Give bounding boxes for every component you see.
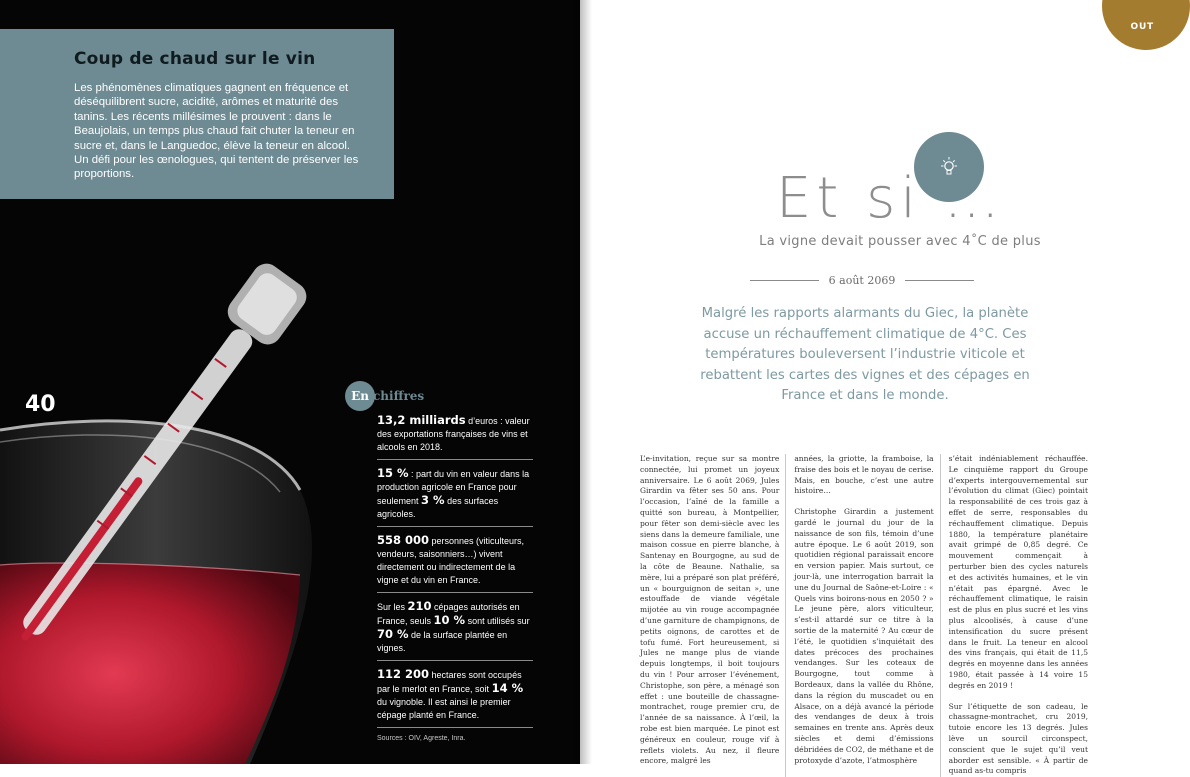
figure-text: de la surface plantée en vignes. <box>377 630 508 653</box>
figures-list <box>377 414 533 742</box>
wine-glass-thermometer-image <box>0 230 400 764</box>
figure-highlight: 3 % <box>421 493 445 507</box>
lead-paragraph: Malgré les rapports alarmants du Giec, la planète accuse un réchauffement climatique de 4°C. Ces températures bouleversent l’industrie viticole et rebattent les cartes des vignes et des cépages en France et dans le monde. <box>700 306 1030 403</box>
article-body <box>640 454 1088 777</box>
figure-item <box>377 414 533 460</box>
sources-note: Sources : OIV, Agreste, Inra. <box>377 735 466 742</box>
figure-highlight: 558 000 <box>377 533 430 547</box>
dateline <box>750 274 974 287</box>
figure-highlight: 10 % <box>433 613 466 627</box>
left-page <box>0 0 580 764</box>
figures-title-circle: En <box>345 381 375 411</box>
figure-highlight: 210 <box>407 599 432 613</box>
intro-paragraph: Les phénomènes climatiques gagnent en fréquence et déséquilibrent sucre, acidité, arômes et maturité des tanins. Les récents millésimes le prouvent : dans le Beaujolais, un temps plus chaud fait chuter la teneur en sucre et, dans le Languedoc, élève la teneur en alcool. Un défi pour les œnologues, qui tentent de préserver les proportions. <box>74 82 359 181</box>
figure-item <box>377 600 533 661</box>
figure-item <box>377 467 533 527</box>
figure-text: cépages autorisés en France, seuls <box>377 602 520 626</box>
figure-highlight: 70 % <box>377 627 409 641</box>
figure-highlight: 15 % <box>377 466 409 480</box>
article-paragraph: L’e-invitation, reçue sur sa montre connectée, lui promet un joyeux anniversaire. Le 6 août 2069, Jules Girardin va fêter ses 50 ans. Pour l’occasion, l’aîné de la famille a quitté son bureau, à Montpellier, pour fêter son demi-siècle avec les siens dans la demeure familiale, une maison cossue en pierre blanche, à Santenay en Bourgogne, au sud de la côte de Beaune. Nathalie, sa mère, lui a préparé son plat préféré, un « bourguignon de seitan », une estouffade de viande végétale mijotée au vin rouge accompagnée d’une garniture de champignons, de petits oignons, de carottes et de tofu fumé. Fort heureusement, si Jules ne mange plus de viande depuis longtemps, il boit toujours du vin ! Pour arroser l’événement, Christophe, son père, a ménagé son effet : une bouteille de chassagne-montrachet, rouge premier cru, de l’année de sa naissance. À l’œil, la robe est bien marquée. Le pinot est généreux en couleur, rouge vif à reflets violets. Au nez, il fleure encore, malgré les <box>640 454 780 766</box>
figure-text: personnes (viticulteurs, vendeurs, saisonniers…) vivent directement ou indirectement de la vigne et du vin en France. <box>377 536 525 585</box>
figures-title <box>345 381 424 411</box>
figure-text: des surfaces agricoles. <box>377 496 499 519</box>
headline: Coup de chaud sur le vin <box>74 49 316 69</box>
figure-highlight: 14 % <box>491 681 524 695</box>
figure-text: d’euros : valeur des exportations françaises de vins et alcools en 2018. <box>377 416 530 452</box>
figure-item <box>377 534 533 593</box>
headline-box <box>0 29 394 199</box>
article-paragraph: Sur l’étiquette de son cadeau, le chassagne-montrachet, cru 2019, tutoie encore les 13 degrés. Jules lève un sourcil circonspect, conscient que le sujet qu’il veut aborder est sensible. « À partir de quand as-tu compris <box>948 701 1088 776</box>
figure-text: hectares sont occupés par le merlot en France, soit <box>377 670 522 694</box>
figure-highlight: 112 200 <box>377 667 430 681</box>
article-column-3 <box>949 454 1088 777</box>
figure-text: sont utilisés sur <box>465 616 530 626</box>
right-page <box>580 0 1160 776</box>
dateline-text: 6 août 2069 <box>828 274 896 287</box>
figures-title-word: chiffres <box>373 389 425 403</box>
figure-item <box>377 668 533 728</box>
article-paragraph: s’était indéniablement réchauffée. Le cinquième rapport du Groupe d’experts intergouvernemental sur l’évolution du climat (Giec) pointait la responsabilité de ces trois gaz à effet de serre, responsables du réchauffement climatique. Depuis 1880, la température planétaire avait grimpé de 0,85 degré. Ce mouvement commençait à perturber bien des cycles naturels et des activités humaines, et le vin n’était pas épargné. Avec le réchauffement climatique, le raisin est de plus en plus sucré et les vins plus alcoolisés, à cause d’une intensification du sucre présent dans le fruit. La teneur en alcool des vins français, qui était de 11,5 degrés en moyenne dans les années 1980, était passée à 14 voire 15 degrés en 2019 ! <box>948 454 1088 690</box>
dateline-rule-left <box>750 280 819 281</box>
article-column-1 <box>640 454 786 777</box>
dateline-rule-right <box>905 280 974 281</box>
figure-text: : part du vin en valeur dans la production agricole en France pour seulement <box>377 469 530 506</box>
main-title: Et si … <box>776 166 1005 231</box>
page-number: 40 <box>25 392 56 417</box>
article-paragraph: Christophe Girardin a justement gardé le journal du jour de la naissance de son fils, témoin d’une autre époque. Le 6 août 2019, son quotidien régional paraissait encore en version papier. Mais surtout, ce jour-là, une interrogation barrait la une du Journal de Saône-et-Loire : « Quels vins boirons-nous en 2050 ? » Le jeune père, alors viticulteur, s’est-il attardé sur ce titre à la sortie de la maternité ? Au cœur de l’été, le quotidien s’inquiétait des dates précoces des prochaines vendanges. Sur les coteaux de Bourgogne, tout comme à Bordeaux, dans la vallée du Rhône, dans la région du muscadet ou en Alsace, on a déjà avancé la période des vendanges de deux à trois semaines en trente ans. Après deux siècles et demi d’émissions débridées de CO2, de méthane et de protoxyde d’azote, l’atmosphère <box>794 507 934 765</box>
subtitle: La vigne devait pousser avec 4˚C de plus <box>759 234 1041 249</box>
figure-text: du vignoble. Il est ainsi le premier cépage planté en France. <box>377 697 511 720</box>
article-paragraph: années, la griotte, la framboise, la fraise des bois et le noyau de cerise. Mais, en bouche, c’est une autre histoire… <box>794 454 934 496</box>
section-tab-label: OUT <box>1130 22 1154 32</box>
article-column-2 <box>794 454 940 777</box>
figure-highlight: 13,2 milliards <box>377 413 466 427</box>
figure-text: Sur les <box>377 602 408 612</box>
